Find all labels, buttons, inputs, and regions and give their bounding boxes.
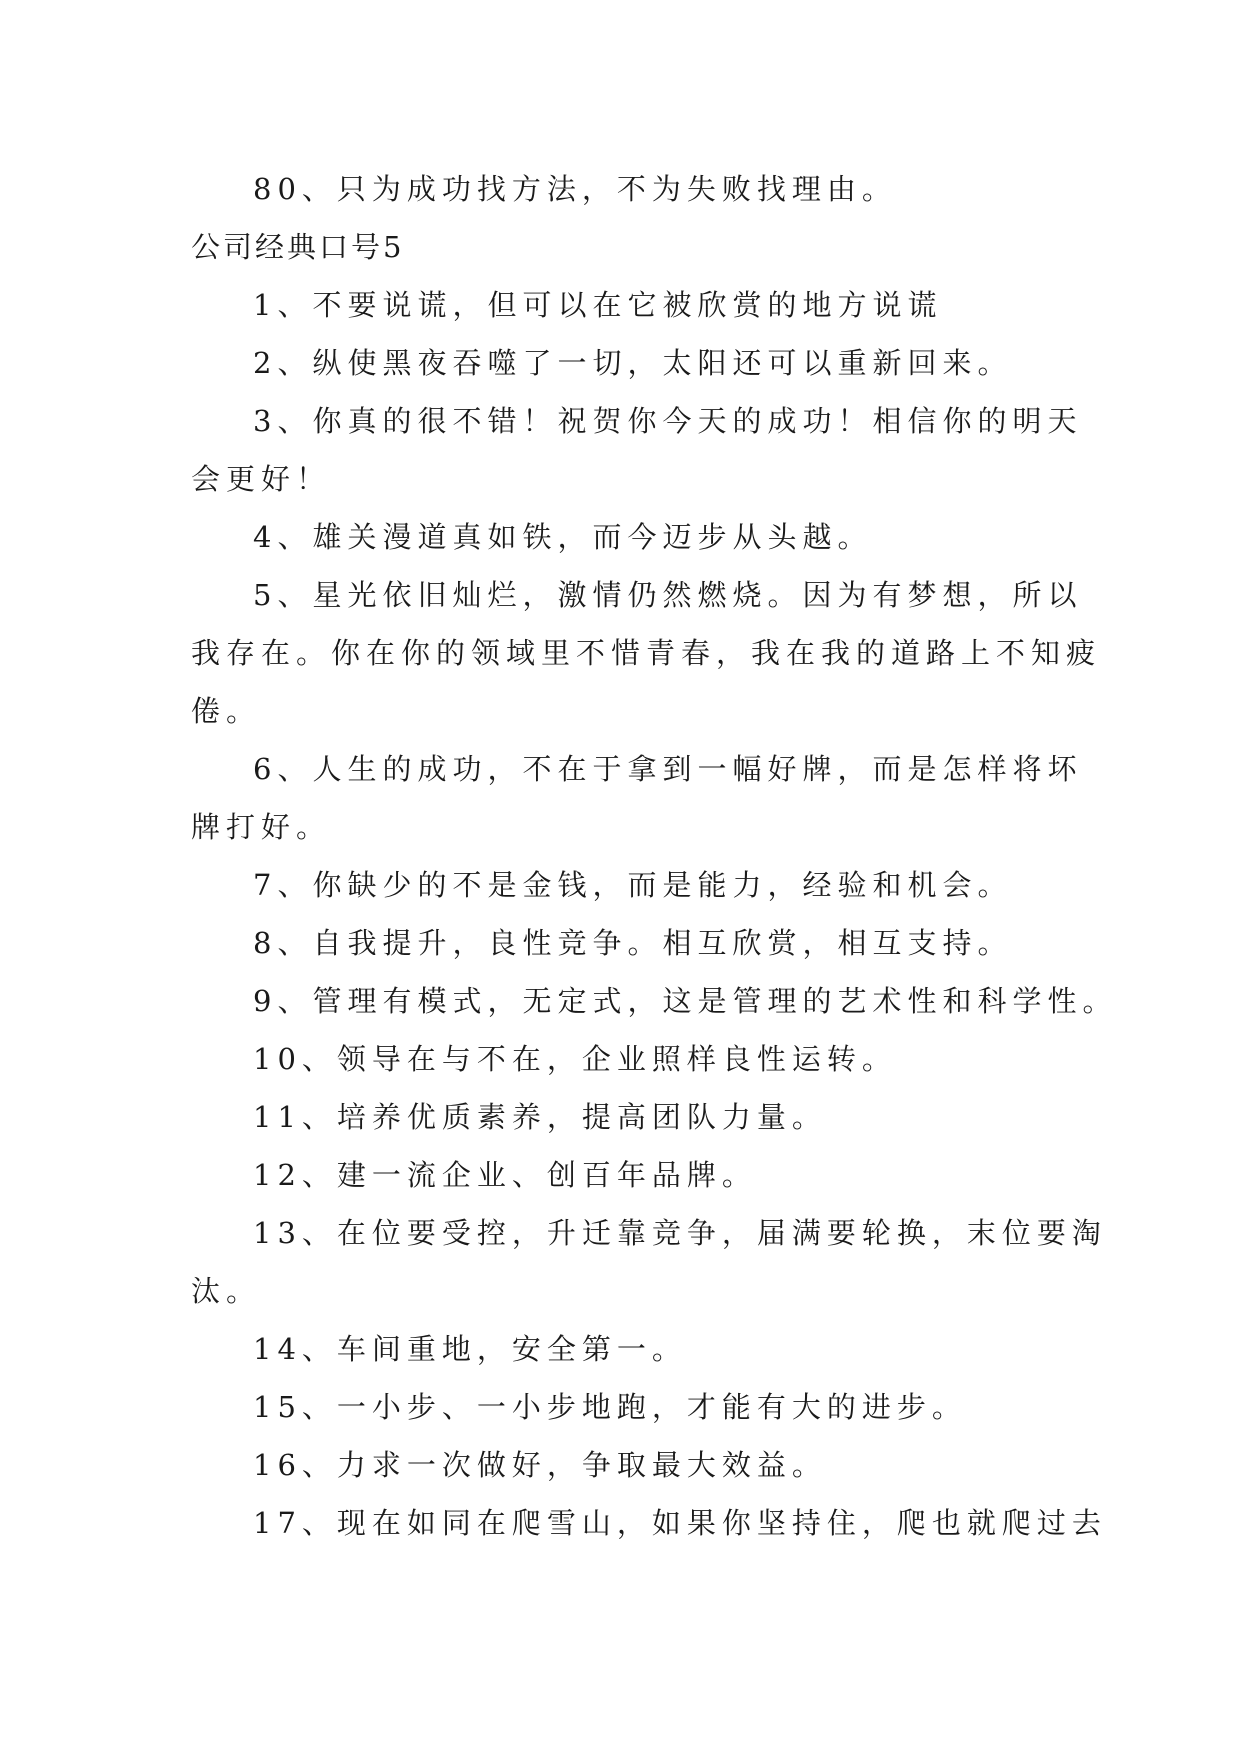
text-line: 我存在。你在你的领域里不惜青春，我在我的道路上不知疲 [191, 636, 1102, 670]
text-line: 12、建一流企业、创百年品牌。 [253, 1158, 757, 1192]
section-heading: 公司经典口号5 [191, 230, 405, 264]
text-line: 16、力求一次做好，争取最大效益。 [253, 1448, 827, 1482]
text-line: 9、管理有模式，无定式，这是管理的艺术性和科学性。 [253, 984, 1118, 1018]
text-line: 倦。 [191, 694, 262, 728]
text-line: 汰。 [191, 1274, 262, 1308]
text-line: 10、领导在与不在，企业照样良性运转。 [253, 1042, 897, 1076]
text-line: 5、星光依旧灿烂，激情仍然燃烧。因为有梦想，所以 [253, 578, 1083, 612]
text-line: 15、一小步、一小步地跑，才能有大的进步。 [253, 1390, 967, 1424]
text-line: 8、自我提升，良性竞争。相互欣赏，相互支持。 [253, 926, 1013, 960]
text-line: 14、车间重地，安全第一。 [253, 1332, 687, 1366]
text-line: 牌打好。 [191, 810, 332, 844]
document-body [191, 160, 1118, 1552]
text-line: 4、雄关漫道真如铁，而今迈步从头越。 [253, 520, 873, 554]
text-line: 3、你真的很不错！祝贺你今天的成功！相信你的明天 [253, 404, 1083, 438]
text-line: 6、人生的成功，不在于拿到一幅好牌，而是怎样将坏 [253, 752, 1083, 786]
text-line: 11、培养优质素养，提高团队力量。 [253, 1100, 827, 1134]
text-line: 17、现在如同在爬雪山，如果你坚持住，爬也就爬过去 [253, 1506, 1107, 1540]
text-line: 1、不要说谎，但可以在它被欣赏的地方说谎 [253, 288, 943, 322]
text-line: 7、你缺少的不是金钱，而是能力，经验和机会。 [253, 868, 1013, 902]
text-line: 80、只为成功找方法，不为失败找理由。 [253, 172, 897, 206]
text-line: 13、在位要受控，升迁靠竞争，届满要轮换，末位要淘 [253, 1216, 1107, 1250]
text-line: 2、纵使黑夜吞噬了一切，太阳还可以重新回来。 [253, 346, 1013, 380]
text-line: 会更好！ [191, 462, 332, 496]
